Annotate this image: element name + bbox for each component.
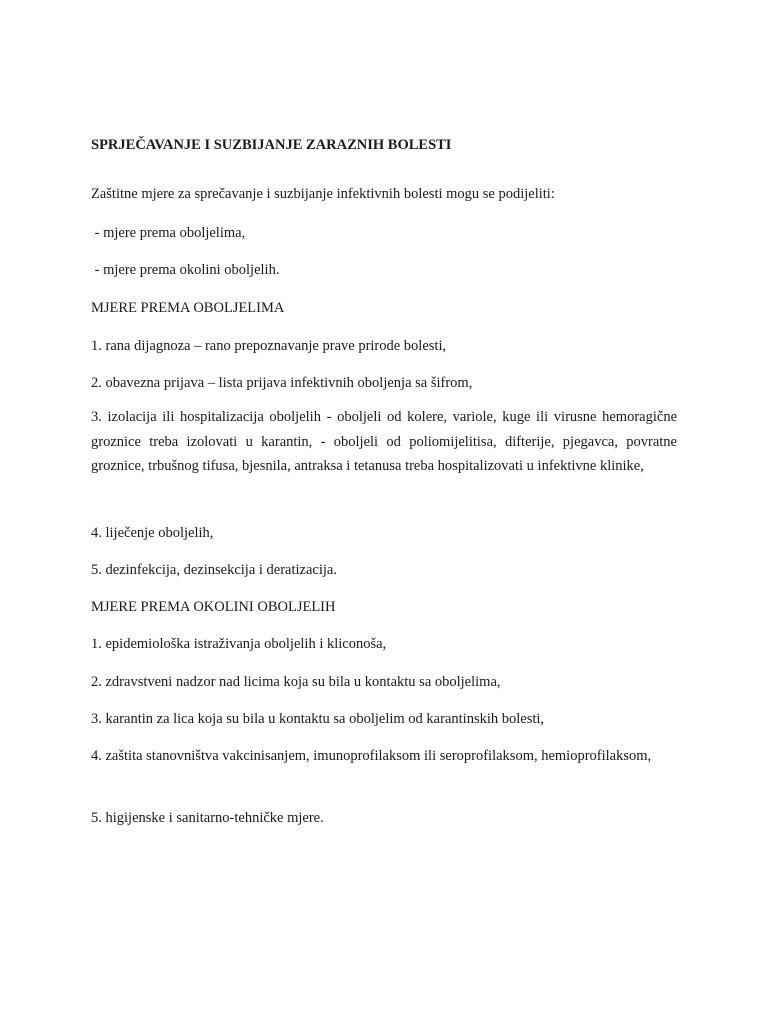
section-heading: MJERE PREMA OKOLINI OBOLJELIH [91, 599, 336, 615]
list-item: 5. dezinfekcija, dezinsekcija i deratizacija. [91, 562, 337, 578]
intro-list-item: - mjere prema oboljelima, [91, 225, 246, 241]
intro-list-item: - mjere prema okolini oboljelih. [91, 262, 280, 278]
list-item: 4. zaštita stanovništva vakcinisanjem, imunoprofilaksom ili seroprofilaksom, hemioprofilaksom, [91, 748, 652, 764]
list-item: 4. liječenje oboljelih, [91, 525, 214, 541]
list-item: 5. higijenske i sanitarno-tehničke mjere. [91, 810, 324, 826]
list-item: 3. izolacija ili hospitalizacija oboljelih - oboljeli od kolere, variole, kuge ili virusne hemoragične groznice treba izolovati u karantin, - oboljeli od poliomijelitisa, difterije, pjegavca, povratne groznice, trbušnog tifusa, bjesnila, antraksa i tetanusa treba hospitalizovati u infektivne klinike, [91, 409, 677, 474]
document-title: SPRJEČAVANJE I SUZBIJANJE ZARAZNIH BOLESTI [91, 137, 452, 153]
list-item: 3. karantin za lica koja su bila u kontaktu sa oboljelim od karantinskih bolesti, [91, 711, 545, 727]
list-item: 1. rana dijagnoza – rano prepoznavanje prave prirode bolesti, [91, 338, 447, 354]
list-item: 1. epidemiološka istraživanja oboljelih i kliconoša, [91, 636, 387, 652]
list-item: 2. zdravstveni nadzor nad licima koja su bila u kontaktu sa oboljelima, [91, 674, 501, 690]
list-item: 2. obavezna prijava – lista prijava infektivnih oboljenja sa šifrom, [91, 375, 473, 391]
intro-paragraph: Zaštitne mjere za sprečavanje i suzbijanje infektivnih bolesti mogu se podijeliti: [91, 186, 555, 202]
section-heading: MJERE PREMA OBOLJELIMA [91, 300, 285, 316]
